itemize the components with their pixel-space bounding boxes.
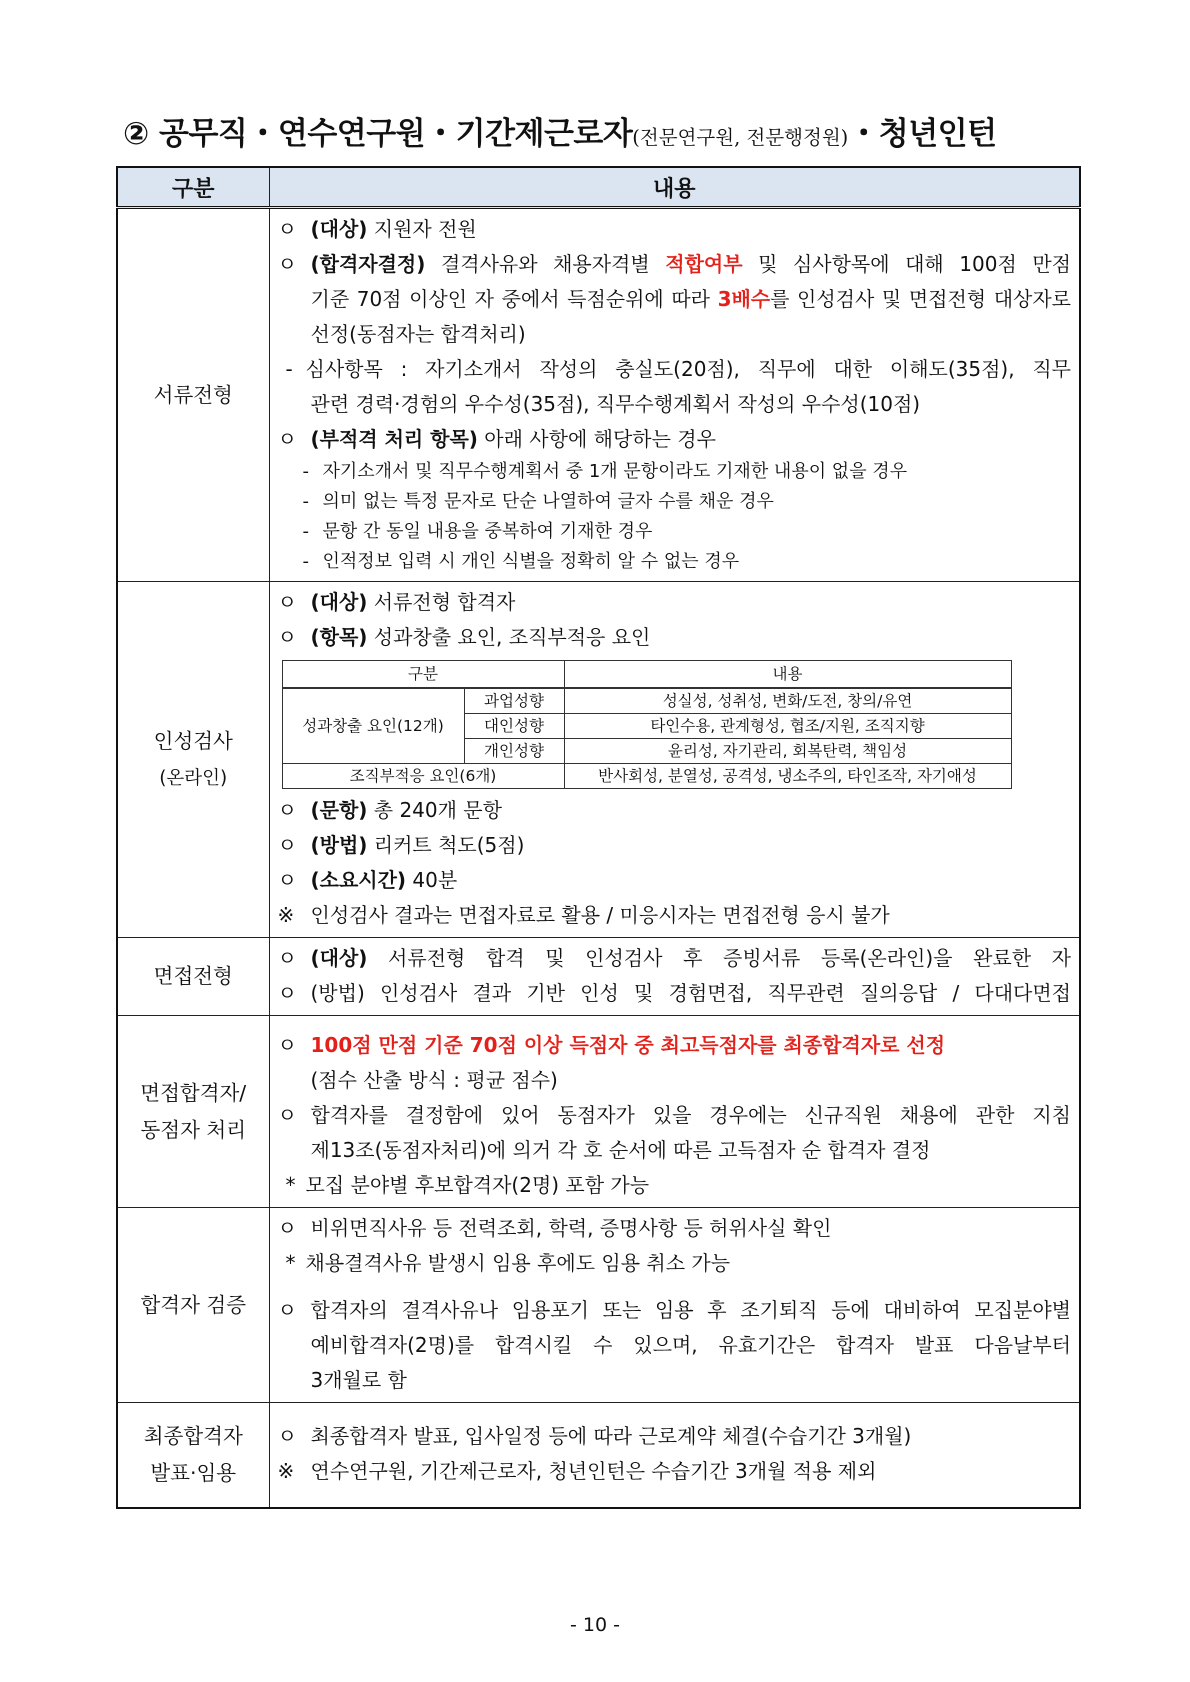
line-text: [306, 1246, 1072, 1281]
content-interview: [269, 938, 1080, 1016]
content-line: [276, 1168, 1072, 1203]
content-line: [276, 1098, 1072, 1133]
content-line: [276, 1328, 1072, 1363]
content-line: [276, 620, 1072, 655]
content-verification: [269, 1208, 1080, 1403]
text-segment: 결격사유와 채용자격별: [425, 252, 666, 276]
line-text: [306, 1168, 1072, 1203]
text-segment: 예비합격자(2명)를 합격시킬 수 있으며, 유효기간은 합격자 발표 다음날부터: [310, 1333, 1071, 1357]
line-text: [311, 212, 1072, 247]
content-line: [276, 1419, 1072, 1454]
text-segment: 선정(동점자는 합격처리): [310, 322, 526, 346]
text-segment: 기준 70점 이상인 자 중에서 득점순위에 따라: [310, 287, 718, 311]
factor-group-maladjustment: 조직부적응 요인(6개): [282, 764, 564, 789]
content-personality-test: [269, 582, 1080, 938]
bullet-marker: ㅇ: [277, 1424, 297, 1448]
content-line: [276, 457, 1072, 487]
category-personality-note: (온라인): [159, 767, 228, 789]
content-final: [269, 1403, 1080, 1509]
line-text: [311, 1028, 1072, 1063]
content-line: [276, 1028, 1072, 1063]
highlighted-text: 적합여부: [665, 252, 743, 276]
content-line: [276, 1293, 1072, 1328]
list-marker: -: [302, 461, 309, 482]
text-segment: 합격자의 결격사유나 임용포기 또는 임용 후 조기퇴직 등에 대비하여 모집분야별: [310, 1298, 1071, 1322]
line-text: [311, 1419, 1072, 1454]
list-marker: -: [302, 491, 309, 512]
text-segment: 서류전형 합격 및 인성검사 후 증빙서류 등록(온라인)을 완료한 자: [367, 946, 1071, 970]
bullet-marker: ㅇ: [277, 625, 297, 649]
line-text: [311, 1363, 1072, 1398]
line-text: [311, 941, 1072, 976]
factor-sub-label: 과업성향: [464, 688, 564, 714]
list-marker: *: [285, 1173, 296, 1197]
ties-lines: [276, 1028, 1072, 1203]
category-ties: [117, 1016, 269, 1208]
line-text: [311, 1328, 1072, 1363]
line-text: [311, 422, 1072, 457]
text-segment: 아래 사항에 해당하는 경우: [477, 427, 716, 451]
line-text: [306, 352, 1072, 387]
bullet-marker: ㅇ: [277, 217, 297, 241]
bold-label: (대상): [310, 217, 368, 241]
content-line: [276, 1133, 1072, 1168]
text-segment: (점수 산출 방식 : 평균 점수): [310, 1068, 558, 1092]
row-ties: [117, 1016, 1080, 1208]
text-segment: 지원자 전원: [367, 217, 477, 241]
content-line: [276, 212, 1072, 247]
text-segment: 40분: [406, 868, 458, 892]
category-ties-label-2: 동점자 처리: [140, 1117, 247, 1142]
content-line: [276, 487, 1072, 517]
category-personality-test: [117, 582, 269, 938]
factor-content: 타인수용, 관계형성, 협조/지원, 조직지향: [564, 714, 1011, 739]
text-segment: 합격자를 결정함에 있어 동점자가 있을 경우에는 신규직원 채용에 관한 지침: [310, 1103, 1071, 1127]
content-line: [276, 1211, 1072, 1246]
text-segment: 최종합격자 발표, 입사일정 등에 따라 근로계약 체결(수습기간 3개월): [310, 1424, 912, 1448]
bold-label: (문항): [310, 798, 368, 822]
row-document-screening: [117, 208, 1080, 582]
content-line: [276, 247, 1072, 282]
category-interview: 면접전형: [117, 938, 269, 1016]
text-segment: 연수연구원, 기간제근로자, 청년인턴은 수습기간 3개월 적용 제외: [310, 1459, 877, 1483]
factor-sub-label: 대인성향: [464, 714, 564, 739]
bold-label: (소요시간): [310, 868, 407, 892]
line-text: [311, 1211, 1072, 1246]
text-segment: 3개월로 함: [310, 1368, 407, 1392]
bold-label: (부적격 처리 항목): [310, 427, 478, 451]
bullet-marker: ㅇ: [277, 833, 297, 857]
personality-factor-table: [282, 660, 1012, 789]
bullet-marker: ㅇ: [277, 1033, 297, 1057]
line-text: [311, 620, 1072, 655]
row-personality-test: [117, 582, 1080, 938]
factor-content: 성실성, 성취성, 변화/도전, 창의/유연: [564, 688, 1011, 714]
bullet-marker: ㅇ: [277, 590, 297, 614]
highlighted-text: 100점 만점 기준 70점 이상 득점자 중 최고득점자를 최종합격자로 선정: [310, 1033, 946, 1057]
list-marker: ※: [277, 903, 295, 927]
personality-factor-table-wrap: [276, 655, 1072, 793]
text-segment: 문항 간 동일 내용을 중복하여 기재한 경우: [322, 521, 653, 542]
content-line: [276, 547, 1072, 577]
highlighted-text: 3배수: [717, 287, 771, 311]
content-line: [276, 422, 1072, 457]
content-line: [276, 352, 1072, 387]
line-text: [311, 1293, 1072, 1328]
content-line: [276, 793, 1072, 828]
line-text: [323, 487, 1072, 517]
line-text: [311, 1098, 1072, 1133]
list-marker: -: [302, 521, 309, 542]
personality-lines-top: [276, 585, 1072, 655]
text-segment: 를 인성검사 및 면접전형 대상자로: [770, 287, 1071, 311]
text-segment: 의미 없는 특정 문자로 단순 나열하여 글자 수를 채운 경우: [322, 491, 774, 512]
content-line: [276, 317, 1072, 352]
sub-header-content: 내용: [564, 661, 1011, 689]
line-text: [311, 387, 1072, 422]
text-segment: 제13조(동점자처리)에 의거 각 호 순서에 따른 고득점자 순 합격자 결정: [310, 1138, 931, 1162]
title-sub: (전문연구원, 전문행정원): [632, 126, 849, 149]
bold-label: (방법): [310, 833, 368, 857]
final-lines: [276, 1419, 1072, 1489]
content-line: [276, 282, 1072, 317]
bold-label: (합격자결정): [310, 252, 426, 276]
text-segment: (방법) 인성검사 결과 기반 인성 및 경험면접, 직무관련 질의응답 / 다대다면접: [310, 981, 1071, 1005]
table-header-row: [117, 167, 1080, 208]
text-segment: 자기소개서 및 직무수행계획서 중 1개 문항이라도 기재한 내용이 없을 경우: [322, 461, 908, 482]
category-personality-label: 인성검사: [153, 728, 233, 753]
line-text: [311, 898, 1072, 933]
content-line: [276, 863, 1072, 898]
text-segment: 인성검사 결과는 면접자료로 활용 / 미응시자는 면접전형 응시 불가: [310, 903, 890, 927]
verification-lines: [276, 1211, 1072, 1398]
bullet-marker: ㅇ: [277, 1298, 297, 1322]
sub-header-category: 구분: [282, 661, 564, 689]
header-content: 내용: [269, 167, 1080, 208]
text-segment: 비위면직사유 등 전력조회, 학력, 증명사항 등 허위사실 확인: [310, 1216, 832, 1240]
text-segment: 관련 경력·경험의 우수성(35점), 직무수행계획서 작성의 우수성(10점): [310, 392, 921, 416]
header-category: 구분: [117, 167, 269, 208]
line-text: [311, 247, 1072, 282]
factor-group-performance: 성과창출 요인(12개): [282, 688, 464, 764]
bullet-marker: ㅇ: [277, 427, 297, 451]
line-text: [311, 282, 1072, 317]
text-segment: 채용결격사유 발생시 임용 후에도 임용 취소 가능: [305, 1251, 731, 1275]
document-screening-lines: [276, 212, 1072, 577]
factor-sub-label: 개인성향: [464, 739, 564, 764]
text-segment: 심사항목 : 자기소개서 작성의 충실도(20점), 직무에 대한 이해도(35점), 직무: [305, 357, 1071, 381]
list-marker: *: [285, 1251, 296, 1275]
category-final: [117, 1403, 269, 1509]
content-line: [276, 976, 1072, 1011]
line-text: [311, 863, 1072, 898]
line-text: [323, 457, 1072, 487]
bullet-marker: ㅇ: [277, 798, 297, 822]
content-line: [276, 517, 1072, 547]
list-marker: ※: [277, 1459, 295, 1483]
factor-content: 윤리성, 자기관리, 회복탄력, 책임성: [564, 739, 1011, 764]
category-document-screening: 서류전형: [117, 208, 269, 582]
line-text: [311, 828, 1072, 863]
content-line: [276, 1246, 1072, 1281]
bullet-marker: ㅇ: [277, 946, 297, 970]
category-final-label-2: 발표·임용: [150, 1461, 237, 1485]
category-final-label-1: 최종합격자: [143, 1424, 243, 1448]
bullet-marker: ㅇ: [277, 868, 297, 892]
line-text: [311, 793, 1072, 828]
text-segment: 총 240개 문항: [367, 798, 502, 822]
page-number: - 10 -: [570, 1614, 620, 1636]
bullet-marker: ㅇ: [277, 981, 297, 1005]
recruitment-process-table: [116, 166, 1081, 1509]
content-line: [276, 941, 1072, 976]
content-line: [276, 1363, 1072, 1398]
content-line: [276, 828, 1072, 863]
bullet-marker: ㅇ: [277, 252, 297, 276]
text-segment: 성과창출 요인, 조직부적응 요인: [367, 625, 651, 649]
line-text: [311, 1133, 1072, 1168]
content-ties: [269, 1016, 1080, 1208]
line-text: [311, 1063, 1072, 1098]
text-segment: 서류전형 합격자: [367, 590, 516, 614]
bullet-marker: ㅇ: [277, 1103, 297, 1127]
bold-label: (대상): [310, 946, 368, 970]
interview-lines: [276, 941, 1072, 1011]
text-segment: 인적정보 입력 시 개인 식별을 정확히 알 수 없는 경우: [322, 551, 740, 572]
section-title: [123, 108, 1083, 152]
title-tail: ・청년인턴: [848, 116, 997, 152]
row-interview: [117, 938, 1080, 1016]
line-text: [311, 976, 1072, 1011]
bullet-marker: ㅇ: [277, 1216, 297, 1240]
line-text: [323, 547, 1072, 577]
row-verification: [117, 1208, 1080, 1403]
category-verification: 합격자 검증: [117, 1208, 269, 1403]
row-final: [117, 1403, 1080, 1509]
list-marker: -: [285, 357, 293, 381]
line-text: [311, 317, 1072, 352]
title-main: ② 공무직・연수연구원・기간제근로자: [123, 116, 633, 152]
line-text: [311, 1454, 1072, 1489]
bold-label: (항목): [310, 625, 368, 649]
text-segment: 리커트 척도(5점): [367, 833, 525, 857]
content-line: [276, 585, 1072, 620]
line-text: [323, 517, 1072, 547]
content-line: [276, 1454, 1072, 1489]
content-document-screening: [269, 208, 1080, 582]
category-ties-label-1: 면접합격자/: [140, 1080, 247, 1105]
bold-label: (대상): [310, 590, 368, 614]
content-line: [276, 387, 1072, 422]
factor-content: 반사회성, 분열성, 공격성, 냉소주의, 타인조작, 자기애성: [564, 764, 1011, 789]
content-line: [276, 1063, 1072, 1098]
content-line: [276, 898, 1072, 933]
text-segment: 및 심사항목에 대해 100점 만점: [742, 252, 1071, 276]
list-marker: -: [302, 551, 309, 572]
personality-lines-bottom: [276, 793, 1072, 933]
line-text: [311, 585, 1072, 620]
text-segment: 모집 분야별 후보합격자(2명) 포함 가능: [305, 1173, 650, 1197]
